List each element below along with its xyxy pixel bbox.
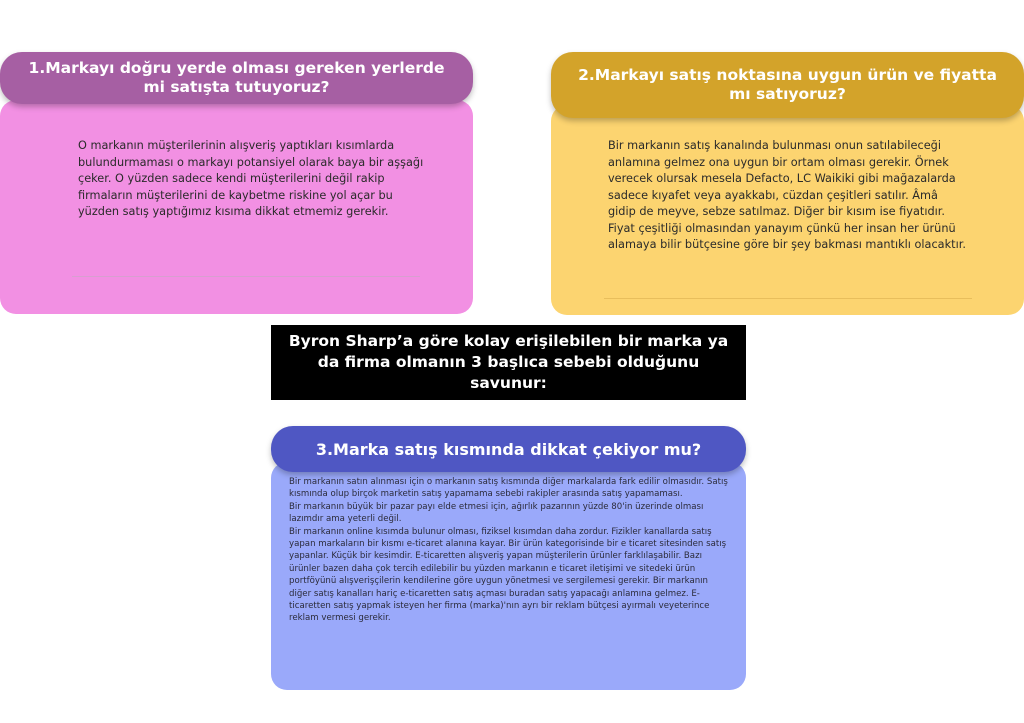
card-1-text: O markanın müşterilerinin alışveriş yaptıkları kısımlarda bulundurmaması o markayı potansiyel olarak baya bir aşşağı çeker. O yüzden sadece kendi müşterilerini değil rakip firmaların müşterilerini de kaybetme riskine yol açar bu yüzden satış yaptığımız kısıma dikkat etmemiz gerekir.	[78, 139, 424, 218]
card-3-paragraph: Bir markanın satın alınması için o markanın satış kısmında diğer markalarda fark edilir olmasıdır. Satış kısmında olup birçok marketin satış yapamama sebebi rakipler arasında satış yapamaması.	[289, 477, 728, 500]
card-2-title: 2.Markayı satış noktasına uygun ürün ve fiyatta mı satıyoruz?	[551, 52, 1024, 118]
card-3-text	[289, 476, 731, 625]
card-1-title: 1.Markayı doğru yerde olması gereken yerlerde mi satışta tutuyoruz?	[0, 52, 473, 104]
card-3-paragraph: Bir markanın online kısımda bulunur olması, fiziksel kısımdan daha zordur. Fizikler kanallarda satış yapan markaların bir kısmı e-ticaret alanına kayar. Bir ürün kategorisinde bir e ticaret sitesinden satış yapanlar. Küçük bir kesimdir. E-ticaretten alışveriş yapan müşterilerin ürünler farklılaşabilir. Bazı ürünler bazen daha çok tercih edilebilir bu yüzden markanın e ticaret iletişimi ve sitedeki ürün portföyünü alışverişçilerin kendilerine göre uygun yönetmesi ve sergilemesi gerekir. Bir markanın diğer satış kanalları hariç e-ticaretten satış açması buradan satış yapacağı anlamına gelmez. E-ticaretten satış yapmak isteyen her firma (marka)'nın ayrı bir reklam bütçesi ayırmalı veyeterince reklam vermesi gerekir.	[289, 526, 727, 624]
card-2-divider	[604, 298, 972, 299]
card-3-paragraph: Bir markanın büyük bir pazar payı elde etmesi için, ağırlık pazarının yüzde 80'in üzerinde olması lazımdır ama yeterli değil.	[289, 501, 704, 525]
card-3-title: 3.Marka satış kısmında dikkat çekiyor mu?	[271, 426, 746, 472]
card-1-divider	[72, 276, 420, 277]
card-2-text: Bir markanın satış kanalında bulunması onun satılabileceği anlamına gelmez ona uygun bir ortam olması gerekir. Örnek verecek olursak mesela Defacto, LC Waikiki gibi mağazalarda sadece kıyafet veya ayakkabı, cüzdan çeşitleri satılır. Âmâ gidip de meyve, sebze satılmaz. Diğer bir kısım ise fiyatıdır. Fiyat çeşitliği olmasından yanayım çünkü her insan her ürünü alamaya bilir bütçesine göre bir şey bakması mantıklı olacaktır.	[608, 139, 966, 251]
banner-heading: Byron Sharp’a göre kolay erişilebilen bir marka ya da firma olmanın 3 başlıca sebebi olduğunu savunur:	[271, 325, 746, 400]
